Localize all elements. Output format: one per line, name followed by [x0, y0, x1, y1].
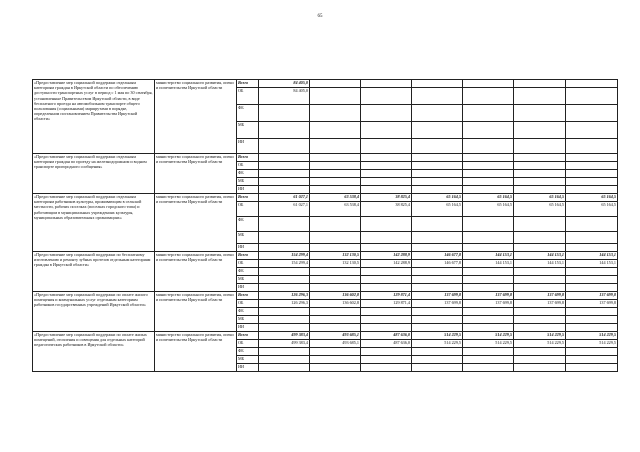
amount-cell — [566, 276, 618, 284]
amount-cell — [361, 186, 412, 194]
amount-cell: 65 164,5 — [514, 194, 566, 202]
amount-cell — [310, 276, 361, 284]
amount-cell — [310, 154, 361, 162]
amount-cell — [361, 217, 412, 232]
amount-cell — [412, 284, 463, 292]
amount-cell — [514, 139, 566, 154]
amount-cell — [412, 186, 463, 194]
funding-source: ОБ — [237, 340, 259, 348]
amount-cell: 136 602,8 — [310, 292, 361, 300]
amount-cell — [566, 284, 618, 292]
amount-cell: 137 699,8 — [463, 300, 514, 308]
amount-cell — [463, 80, 514, 88]
amount-cell — [310, 348, 361, 356]
amount-cell — [463, 276, 514, 284]
amount-cell — [259, 276, 310, 284]
amount-cell — [463, 356, 514, 364]
amount-cell — [412, 244, 463, 252]
funding-source: МБ — [237, 122, 259, 139]
amount-cell — [412, 217, 463, 232]
funding-source: МБ — [237, 356, 259, 364]
amount-cell — [463, 284, 514, 292]
amount-cell — [310, 268, 361, 276]
amount-cell: 514 229,5 — [412, 332, 463, 340]
amount-cell — [259, 186, 310, 194]
amount-cell — [514, 316, 566, 324]
amount-cell — [412, 364, 463, 372]
amount-cell — [361, 284, 412, 292]
amount-cell — [259, 308, 310, 316]
amount-cell — [412, 308, 463, 316]
amount-cell: 137 699,8 — [514, 292, 566, 300]
amount-cell — [361, 170, 412, 178]
amount-cell — [463, 122, 514, 139]
amount-cell: 142 288,9 — [361, 252, 412, 260]
table-row — [33, 80, 618, 88]
amount-cell — [361, 348, 412, 356]
amount-cell: 65 164,5 — [566, 202, 618, 217]
amount-cell — [259, 122, 310, 139]
funding-source: МБ — [237, 276, 259, 284]
amount-cell — [259, 268, 310, 276]
amount-cell: 154 299,4 — [259, 260, 310, 268]
amount-cell — [463, 232, 514, 244]
page-number: 65 — [317, 14, 323, 19]
funding-source: ОБ — [237, 88, 259, 105]
amount-cell: 514 229,5 — [514, 332, 566, 340]
amount-cell — [566, 80, 618, 88]
amount-cell — [514, 232, 566, 244]
funding-source: Всего — [237, 194, 259, 202]
amount-cell: 154 299,4 — [259, 252, 310, 260]
amount-cell — [310, 105, 361, 122]
amount-cell — [514, 324, 566, 332]
amount-cell — [310, 178, 361, 186]
amount-cell: 487 636,0 — [361, 340, 412, 348]
amount-cell — [463, 154, 514, 162]
amount-cell — [514, 88, 566, 105]
amount-cell: 38 825,4 — [361, 202, 412, 217]
amount-cell — [514, 276, 566, 284]
amount-cell — [463, 88, 514, 105]
amount-cell — [514, 284, 566, 292]
funding-source: ОБ — [237, 202, 259, 217]
amount-cell: 493 685,1 — [310, 332, 361, 340]
amount-cell: 132 130,5 — [310, 252, 361, 260]
amount-cell: 61 027,1 — [259, 194, 310, 202]
amount-cell — [514, 308, 566, 316]
amount-cell: 63 538,4 — [310, 202, 361, 217]
amount-cell — [259, 217, 310, 232]
amount-cell — [361, 178, 412, 186]
funding-source: ФБ — [237, 105, 259, 122]
amount-cell — [514, 364, 566, 372]
amount-cell — [463, 364, 514, 372]
amount-cell: 65 164,5 — [412, 202, 463, 217]
executor: министерство социального развития, опеки и попечительства Иркутской области — [155, 332, 237, 372]
amount-cell — [361, 268, 412, 276]
amount-cell — [463, 186, 514, 194]
table-row — [33, 292, 618, 300]
amount-cell — [566, 268, 618, 276]
amount-cell — [412, 356, 463, 364]
amount-cell — [566, 105, 618, 122]
funding-source: ИИ — [237, 244, 259, 252]
amount-cell — [463, 324, 514, 332]
measure-name: «Предоставление мер социальной поддержки отдельным категориям граждан в Иркутской области по обеспечению доступности транспортных услуг в период с 1 мая по 30 сентября, установленные Правительством Иркутской области, в виде бесплатного проезда на автомобильном транспорте общего пользования (социальными) маршрутами в порядке, определенном постановлением Правительства Иркутской области» — [33, 80, 155, 154]
amount-cell — [412, 105, 463, 122]
funding-source: ФБ — [237, 268, 259, 276]
amount-cell: 487 636,0 — [361, 332, 412, 340]
amount-cell: 144 153,1 — [514, 260, 566, 268]
amount-cell — [310, 186, 361, 194]
amount-cell — [412, 276, 463, 284]
amount-cell: 514 229,5 — [463, 332, 514, 340]
amount-cell — [412, 348, 463, 356]
amount-cell: 38 825,4 — [361, 194, 412, 202]
amount-cell: 137 699,8 — [412, 292, 463, 300]
amount-cell — [566, 364, 618, 372]
funding-source: ИИ — [237, 139, 259, 154]
amount-cell — [514, 105, 566, 122]
amount-cell: 126 296,3 — [259, 300, 310, 308]
funding-source: ФБ — [237, 308, 259, 316]
amount-cell: 137 699,8 — [463, 292, 514, 300]
amount-cell — [514, 170, 566, 178]
amount-cell: 65 164,5 — [412, 194, 463, 202]
funding-source: МБ — [237, 232, 259, 244]
funding-source: ИИ — [237, 186, 259, 194]
amount-cell — [514, 217, 566, 232]
amount-cell — [310, 162, 361, 170]
amount-cell — [310, 232, 361, 244]
budget-table — [32, 79, 618, 372]
amount-cell — [514, 244, 566, 252]
amount-cell: 132 130,5 — [310, 260, 361, 268]
amount-cell — [259, 348, 310, 356]
amount-cell — [412, 316, 463, 324]
amount-cell — [566, 316, 618, 324]
amount-cell — [361, 154, 412, 162]
amount-cell — [259, 154, 310, 162]
amount-cell: 65 164,5 — [463, 202, 514, 217]
executor: министерство социального развития, опеки и попечительства Иркутской области — [155, 194, 237, 252]
amount-cell — [310, 244, 361, 252]
amount-cell — [361, 80, 412, 88]
amount-cell: 84 405,0 — [259, 88, 310, 105]
amount-cell — [412, 122, 463, 139]
funding-source: ОБ — [237, 300, 259, 308]
amount-cell — [259, 105, 310, 122]
funding-source: Всего — [237, 332, 259, 340]
amount-cell — [463, 244, 514, 252]
amount-cell — [259, 364, 310, 372]
amount-cell — [463, 170, 514, 178]
amount-cell — [463, 139, 514, 154]
amount-cell — [259, 232, 310, 244]
amount-cell: 499 383,4 — [259, 332, 310, 340]
amount-cell — [566, 244, 618, 252]
amount-cell — [514, 268, 566, 276]
amount-cell: 65 164,5 — [463, 194, 514, 202]
funding-source: Всего — [237, 252, 259, 260]
amount-cell — [361, 324, 412, 332]
amount-cell — [310, 324, 361, 332]
amount-cell — [310, 356, 361, 364]
amount-cell — [259, 244, 310, 252]
amount-cell: 126 296,3 — [259, 292, 310, 300]
amount-cell: 63 538,4 — [310, 194, 361, 202]
amount-cell: 144 153,1 — [566, 252, 618, 260]
amount-cell — [310, 122, 361, 139]
amount-cell — [566, 348, 618, 356]
amount-cell — [566, 356, 618, 364]
amount-cell: 146 677,8 — [412, 252, 463, 260]
amount-cell — [361, 122, 412, 139]
amount-cell — [259, 316, 310, 324]
amount-cell — [310, 308, 361, 316]
amount-cell — [463, 348, 514, 356]
funding-source: Всего — [237, 154, 259, 162]
amount-cell — [566, 232, 618, 244]
amount-cell — [412, 178, 463, 186]
amount-cell — [259, 139, 310, 154]
amount-cell: 514 229,5 — [463, 340, 514, 348]
funding-source: Всего — [237, 292, 259, 300]
amount-cell — [412, 139, 463, 154]
amount-cell — [412, 232, 463, 244]
amount-cell — [310, 217, 361, 232]
amount-cell — [514, 122, 566, 139]
funding-source: МБ — [237, 316, 259, 324]
executor: министерство социального развития, опеки и попечительства Иркутской области — [155, 154, 237, 194]
amount-cell — [514, 186, 566, 194]
amount-cell — [566, 162, 618, 170]
amount-cell — [463, 105, 514, 122]
amount-cell — [412, 162, 463, 170]
amount-cell: 144 153,1 — [463, 260, 514, 268]
table-row — [33, 252, 618, 260]
amount-cell: 499 383,4 — [259, 340, 310, 348]
amount-cell — [361, 316, 412, 324]
amount-cell: 146 677,8 — [412, 260, 463, 268]
amount-cell — [566, 217, 618, 232]
funding-source: МБ — [237, 178, 259, 186]
amount-cell — [566, 186, 618, 194]
measure-name: «Предоставление мер социальной поддержки по оплате жилого помещения и коммунальных услуг отдельным категориям работников государственных учреждений Иркутской области» — [33, 292, 155, 332]
amount-cell: 84 405,0 — [259, 80, 310, 88]
measure-name: «Предоставление мер социальной поддержки отдельным категориям граждан по проезду на железнодорожном и водном транспорте пригородного сообщения» — [33, 154, 155, 194]
funding-source: ИИ — [237, 364, 259, 372]
amount-cell: 137 699,8 — [514, 300, 566, 308]
amount-cell — [412, 324, 463, 332]
amount-cell: 137 699,8 — [412, 300, 463, 308]
amount-cell — [361, 162, 412, 170]
amount-cell — [566, 178, 618, 186]
amount-cell — [361, 276, 412, 284]
amount-cell — [412, 88, 463, 105]
amount-cell — [310, 80, 361, 88]
amount-cell — [463, 268, 514, 276]
amount-cell — [361, 105, 412, 122]
amount-cell — [310, 88, 361, 105]
amount-cell — [361, 308, 412, 316]
amount-cell: 514 229,5 — [566, 340, 618, 348]
amount-cell — [259, 162, 310, 170]
table-body — [33, 80, 618, 372]
measure-name: «Предоставление мер социальной поддержки по бесплатному изготовлению и ремонту зубных протезов отдельным категориям граждан в Иркутской области» — [33, 252, 155, 292]
amount-cell — [566, 308, 618, 316]
amount-cell — [412, 80, 463, 88]
amount-cell: 493 685,1 — [310, 340, 361, 348]
funding-source: ИИ — [237, 284, 259, 292]
amount-cell: 129 871,4 — [361, 292, 412, 300]
executor: министерство социального развития, опеки и попечительства Иркутской области — [155, 80, 237, 154]
amount-cell — [514, 80, 566, 88]
amount-cell — [514, 154, 566, 162]
amount-cell: 136 602,8 — [310, 300, 361, 308]
amount-cell: 514 229,5 — [566, 332, 618, 340]
amount-cell: 65 164,5 — [566, 194, 618, 202]
amount-cell — [412, 268, 463, 276]
amount-cell: 514 229,5 — [412, 340, 463, 348]
amount-cell — [514, 348, 566, 356]
amount-cell — [361, 356, 412, 364]
amount-cell: 144 153,1 — [463, 252, 514, 260]
amount-cell — [310, 364, 361, 372]
amount-cell — [566, 139, 618, 154]
amount-cell: 142 288,9 — [361, 260, 412, 268]
amount-cell: 144 153,1 — [514, 252, 566, 260]
amount-cell — [310, 284, 361, 292]
amount-cell — [463, 178, 514, 186]
amount-cell — [361, 244, 412, 252]
amount-cell — [259, 170, 310, 178]
funding-source: ФБ — [237, 170, 259, 178]
amount-cell: 137 699,8 — [566, 292, 618, 300]
funding-source: Всего — [237, 80, 259, 88]
amount-cell — [566, 122, 618, 139]
amount-cell — [259, 284, 310, 292]
amount-cell: 514 229,5 — [514, 340, 566, 348]
amount-cell — [514, 162, 566, 170]
amount-cell: 129 871,4 — [361, 300, 412, 308]
amount-cell: 65 164,5 — [514, 202, 566, 217]
amount-cell — [361, 232, 412, 244]
amount-cell — [566, 324, 618, 332]
amount-cell — [463, 308, 514, 316]
amount-cell: 61 027,1 — [259, 202, 310, 217]
amount-cell — [463, 316, 514, 324]
amount-cell — [463, 217, 514, 232]
amount-cell: 144 153,1 — [566, 260, 618, 268]
amount-cell — [463, 162, 514, 170]
amount-cell: 137 699,8 — [566, 300, 618, 308]
table-row — [33, 332, 618, 340]
funding-source: ФБ — [237, 217, 259, 232]
executor: министерство социального развития, опеки и попечительства Иркутской области — [155, 292, 237, 332]
amount-cell — [361, 88, 412, 105]
measure-name: «Предоставление мер социальной поддержки по оплате жилых помещений, отопления и освещения для отдельных категорий педагогических работников в Иркутской области» — [33, 332, 155, 372]
amount-cell — [566, 154, 618, 162]
amount-cell — [361, 364, 412, 372]
funding-source: ФБ — [237, 348, 259, 356]
measure-name: «Предоставление мер социальной поддержки отдельным категориям работников культуры, проживающим в сельской местности, рабочих поселках (поселках городского типа) и работающим в муниципальных учреждениях культуры, муниципальных образовательных организациях» — [33, 194, 155, 252]
funding-source: ОБ — [237, 162, 259, 170]
amount-cell — [259, 356, 310, 364]
amount-cell — [259, 178, 310, 186]
amount-cell — [259, 324, 310, 332]
amount-cell — [566, 170, 618, 178]
table-row — [33, 154, 618, 162]
amount-cell — [514, 356, 566, 364]
executor: министерство социального развития, опеки и попечительства Иркутской области — [155, 252, 237, 292]
amount-cell — [412, 170, 463, 178]
amount-cell — [310, 139, 361, 154]
amount-cell — [412, 154, 463, 162]
amount-cell — [361, 139, 412, 154]
amount-cell — [566, 88, 618, 105]
funding-source: ИИ — [237, 324, 259, 332]
amount-cell — [310, 316, 361, 324]
table-row — [33, 194, 618, 202]
amount-cell — [310, 170, 361, 178]
funding-source: ОБ — [237, 260, 259, 268]
amount-cell — [514, 178, 566, 186]
